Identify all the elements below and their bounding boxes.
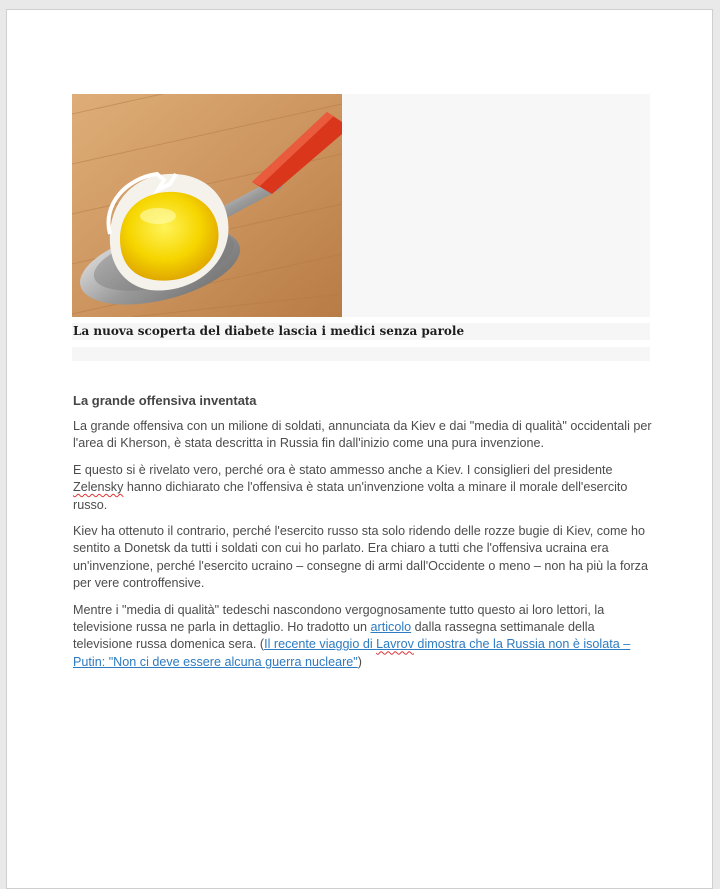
paragraph-1: La grande offensiva con un milione di soldati, annunciata da Kiev e dai "media di qualità" occidentali per l'area di Kherson, è stata descritta in Russia fin dall'inizio come una pura invenzione.	[73, 419, 652, 451]
ad-spacer	[72, 347, 650, 361]
egg-yolk-on-spoon-icon	[72, 94, 342, 317]
paragraph-2	[73, 462, 653, 514]
ad-image-background	[342, 94, 650, 317]
article-body	[73, 393, 653, 680]
related-link-text-a: Il recente viaggio di	[264, 637, 377, 652]
article-title: La grande offensiva inventata	[73, 393, 257, 408]
spellcheck-flagged-word[interactable]: Zelensky	[73, 480, 124, 495]
article-link[interactable]: articolo	[370, 620, 412, 635]
related-link-text-b: dimostra che la Russia non è isolata – Putin: "Non ci deve essere alcuna guerra nucleare"	[73, 637, 631, 669]
paragraph-2-text-a: E questo si è rivelato vero, perché ora è stato ammesso anche a Kiev. I consiglieri del presidente	[73, 462, 613, 477]
paragraph-4	[73, 602, 653, 672]
paragraph-3: Kiev ha ottenuto il contrario, perché l'esercito russo sta solo ridendo delle rozze bugie di Kiev, come ho sentito a Donetsk da tutti i soldati con cui ho parlato. Era chiaro a tutti che l'offensiva ucraina era un'invenzione, perché l'esercito ucraino – consegne di armi dall'Occidente o meno – non ha più la forza per vere controffensive.	[73, 524, 648, 591]
paragraph-4-text-b: dalla rassegna settimanale della televisione russa domenica sera. (	[73, 620, 595, 652]
ad-image[interactable]	[72, 94, 342, 317]
spellcheck-flagged-word: Lavrov	[376, 637, 414, 652]
paragraph-2-text-b: hanno dichiarato che l'offensiva è stata un'invenzione volta a minare il morale dell'esercito russo.	[73, 480, 628, 512]
sponsored-ad[interactable]	[72, 94, 650, 361]
paragraph-4-text-end: )	[357, 654, 362, 669]
document-page	[6, 9, 713, 889]
paragraph-4-text-a: Mentre i "media di qualità" tedeschi nascondono vergognosamente tutto questo ai loro lettori, la televisione russa ne parla in dettaglio. Ho tradotto un	[73, 602, 605, 635]
ad-caption[interactable]: La nuova scoperta del diabete lascia i medici senza parole	[72, 323, 650, 340]
